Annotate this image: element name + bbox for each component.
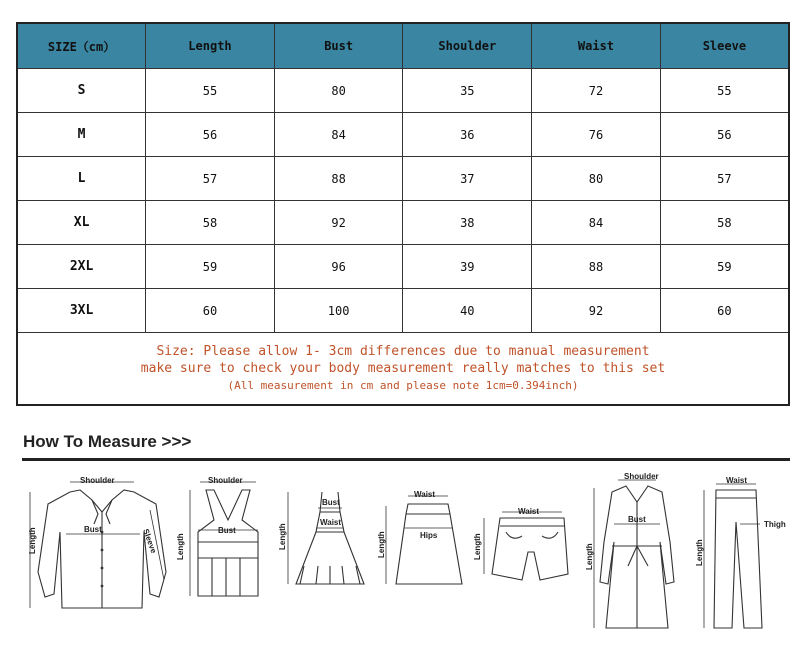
header-shoulder: Shoulder <box>403 23 532 69</box>
sleeve-label: Sleeve <box>141 527 159 555</box>
size-cell: XL <box>17 201 146 245</box>
note-line-2: make sure to check your body measurement really matches to this set <box>140 361 666 376</box>
size-cell: S <box>17 69 146 113</box>
size-cell: 2XL <box>17 245 146 289</box>
header-sleeve: Sleeve <box>660 23 789 69</box>
length-cell: 59 <box>146 245 275 289</box>
tank-top-diagram <box>176 476 258 596</box>
shoulder-label: Shoulder <box>80 476 115 485</box>
header-length: Length <box>146 23 275 69</box>
bust-label: Bust <box>84 525 102 534</box>
table-row <box>17 69 789 113</box>
sleeve-cell: 57 <box>660 157 789 201</box>
waist-label: Waist <box>320 518 342 527</box>
note-row <box>17 333 789 406</box>
waist-cell: 88 <box>532 245 661 289</box>
sleeve-cell: 56 <box>660 113 789 157</box>
shoulder-cell: 39 <box>403 245 532 289</box>
size-chart-table <box>16 22 790 406</box>
length-cell: 58 <box>146 201 275 245</box>
table-row <box>17 157 789 201</box>
waist-cell: 72 <box>532 69 661 113</box>
how-to-measure-heading: How To Measure >>> <box>23 432 192 451</box>
hips-label: Hips <box>420 531 438 540</box>
waist-cell: 80 <box>532 157 661 201</box>
shoulder-cell: 38 <box>403 201 532 245</box>
waist-cell: 76 <box>532 113 661 157</box>
table-header-row <box>17 23 789 69</box>
measurement-diagrams <box>0 462 805 647</box>
blouse-diagram <box>28 476 166 608</box>
waist-label: Waist <box>726 476 748 485</box>
table-row <box>17 289 789 333</box>
shoulder-cell: 40 <box>403 289 532 333</box>
header-bust: Bust <box>274 23 403 69</box>
table-row <box>17 201 789 245</box>
length-label: Length <box>278 523 287 550</box>
bust-cell: 88 <box>274 157 403 201</box>
note-line-1: Size: Please allow 1- 3cm differences due to manual measurement <box>156 344 650 359</box>
length-cell: 57 <box>146 157 275 201</box>
shoulder-cell: 36 <box>403 113 532 157</box>
shorts-diagram <box>473 507 568 580</box>
dress-diagram <box>278 492 364 584</box>
waist-cell: 92 <box>532 289 661 333</box>
waist-label: Waist <box>414 490 436 499</box>
shoulder-cell: 35 <box>403 69 532 113</box>
heading-divider <box>22 458 790 461</box>
length-cell: 56 <box>146 113 275 157</box>
bust-cell: 84 <box>274 113 403 157</box>
bust-cell: 92 <box>274 201 403 245</box>
sleeve-cell: 55 <box>660 69 789 113</box>
sleeve-cell: 59 <box>660 245 789 289</box>
waist-cell: 84 <box>532 201 661 245</box>
skirt-diagram <box>377 490 462 584</box>
size-cell: L <box>17 157 146 201</box>
sleeve-cell: 60 <box>660 289 789 333</box>
bust-cell: 96 <box>274 245 403 289</box>
length-cell: 60 <box>146 289 275 333</box>
bust-cell: 80 <box>274 69 403 113</box>
length-label: Length <box>473 533 482 560</box>
header-waist: Waist <box>532 23 661 69</box>
trench-coat-diagram <box>585 472 674 628</box>
bust-cell: 100 <box>274 289 403 333</box>
note-cell <box>17 333 789 406</box>
length-label: Length <box>695 539 704 566</box>
table-row <box>17 245 789 289</box>
shoulder-label: Shoulder <box>208 476 243 485</box>
length-label: Length <box>585 543 594 570</box>
size-cell: 3XL <box>17 289 146 333</box>
shoulder-cell: 37 <box>403 157 532 201</box>
length-label: Length <box>176 533 185 560</box>
trousers-diagram <box>695 476 786 628</box>
shoulder-label: Shoulder <box>624 472 659 481</box>
bust-label: Bust <box>628 515 646 524</box>
note-line-3: (All measurement in cm and please note 1cm=0.394inch) <box>227 379 579 392</box>
table-row <box>17 113 789 157</box>
thigh-label: Thigh <box>764 520 786 529</box>
length-cell: 55 <box>146 69 275 113</box>
length-label: Length <box>28 527 37 554</box>
header-size: SIZE（cm） <box>17 23 146 69</box>
sleeve-cell: 58 <box>660 201 789 245</box>
length-label: Length <box>377 531 386 558</box>
bust-label: Bust <box>322 498 340 507</box>
size-cell: M <box>17 113 146 157</box>
bust-label: Bust <box>218 526 236 535</box>
waist-label: Waist <box>518 507 540 516</box>
